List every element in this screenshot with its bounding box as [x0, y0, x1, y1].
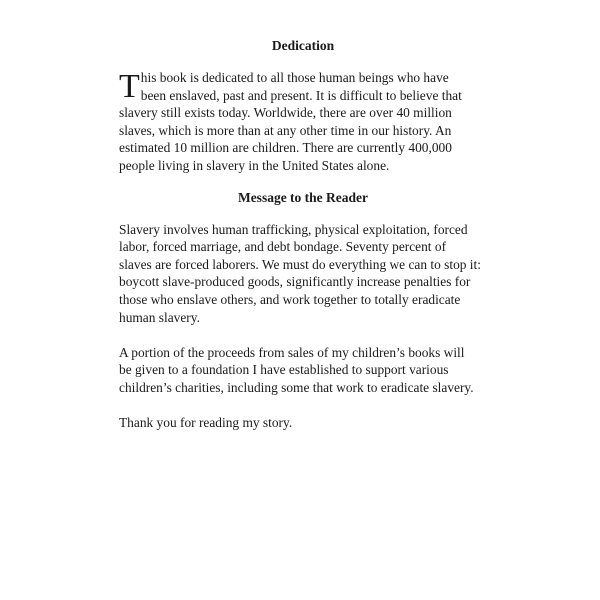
dedication-line: slaves, which is more than at any other time in our history. An [119, 122, 452, 138]
message-line: children’s charities, including some that work to eradicate slavery. [119, 379, 474, 395]
message-line: boycott slave-produced goods, significantly increase penalties for [119, 274, 471, 290]
paragraph-gap [119, 326, 487, 344]
dedication-line: people living in slavery in the United States alone. [119, 157, 390, 173]
dedication-line: slavery still exists today. Worldwide, there are over 40 million [119, 105, 452, 121]
book-page [119, 38, 487, 432]
message-line: Thank you for reading my story. [119, 415, 293, 431]
message-paragraph-3 [119, 414, 487, 432]
dedication-line: estimated 10 million are children. There are currently 400,000 [119, 140, 452, 156]
message-paragraph-2 [119, 344, 487, 397]
message-line: A portion of the proceeds from sales of my children’s books will [119, 344, 465, 360]
message-line: Slavery involves human trafficking, physical exploitation, forced [119, 221, 468, 237]
dedication-line: his book is dedicated to all those human beings who have [140, 70, 449, 85]
drop-cap: T [119, 68, 140, 105]
dedication-heading: Dedication [271, 38, 335, 53]
dedication-paragraph [119, 69, 487, 175]
message-heading: Message to the Reader [237, 189, 369, 205]
message-line: be given to a foundation I have established to support various [119, 362, 449, 378]
message-line: human slavery. [119, 309, 200, 325]
message-line: those who enslave others, and work together to totally eradicate [119, 291, 461, 307]
paragraph-gap [119, 397, 487, 415]
message-line: labor, forced marriage, and debt bondage. Seventy percent of [119, 239, 447, 255]
message-line: slaves are forced laborers. We must do everything we can to stop it: [119, 256, 481, 272]
dedication-line: been enslaved, past and present. It is difficult to believe that [140, 87, 462, 103]
message-paragraph-1 [119, 221, 487, 327]
